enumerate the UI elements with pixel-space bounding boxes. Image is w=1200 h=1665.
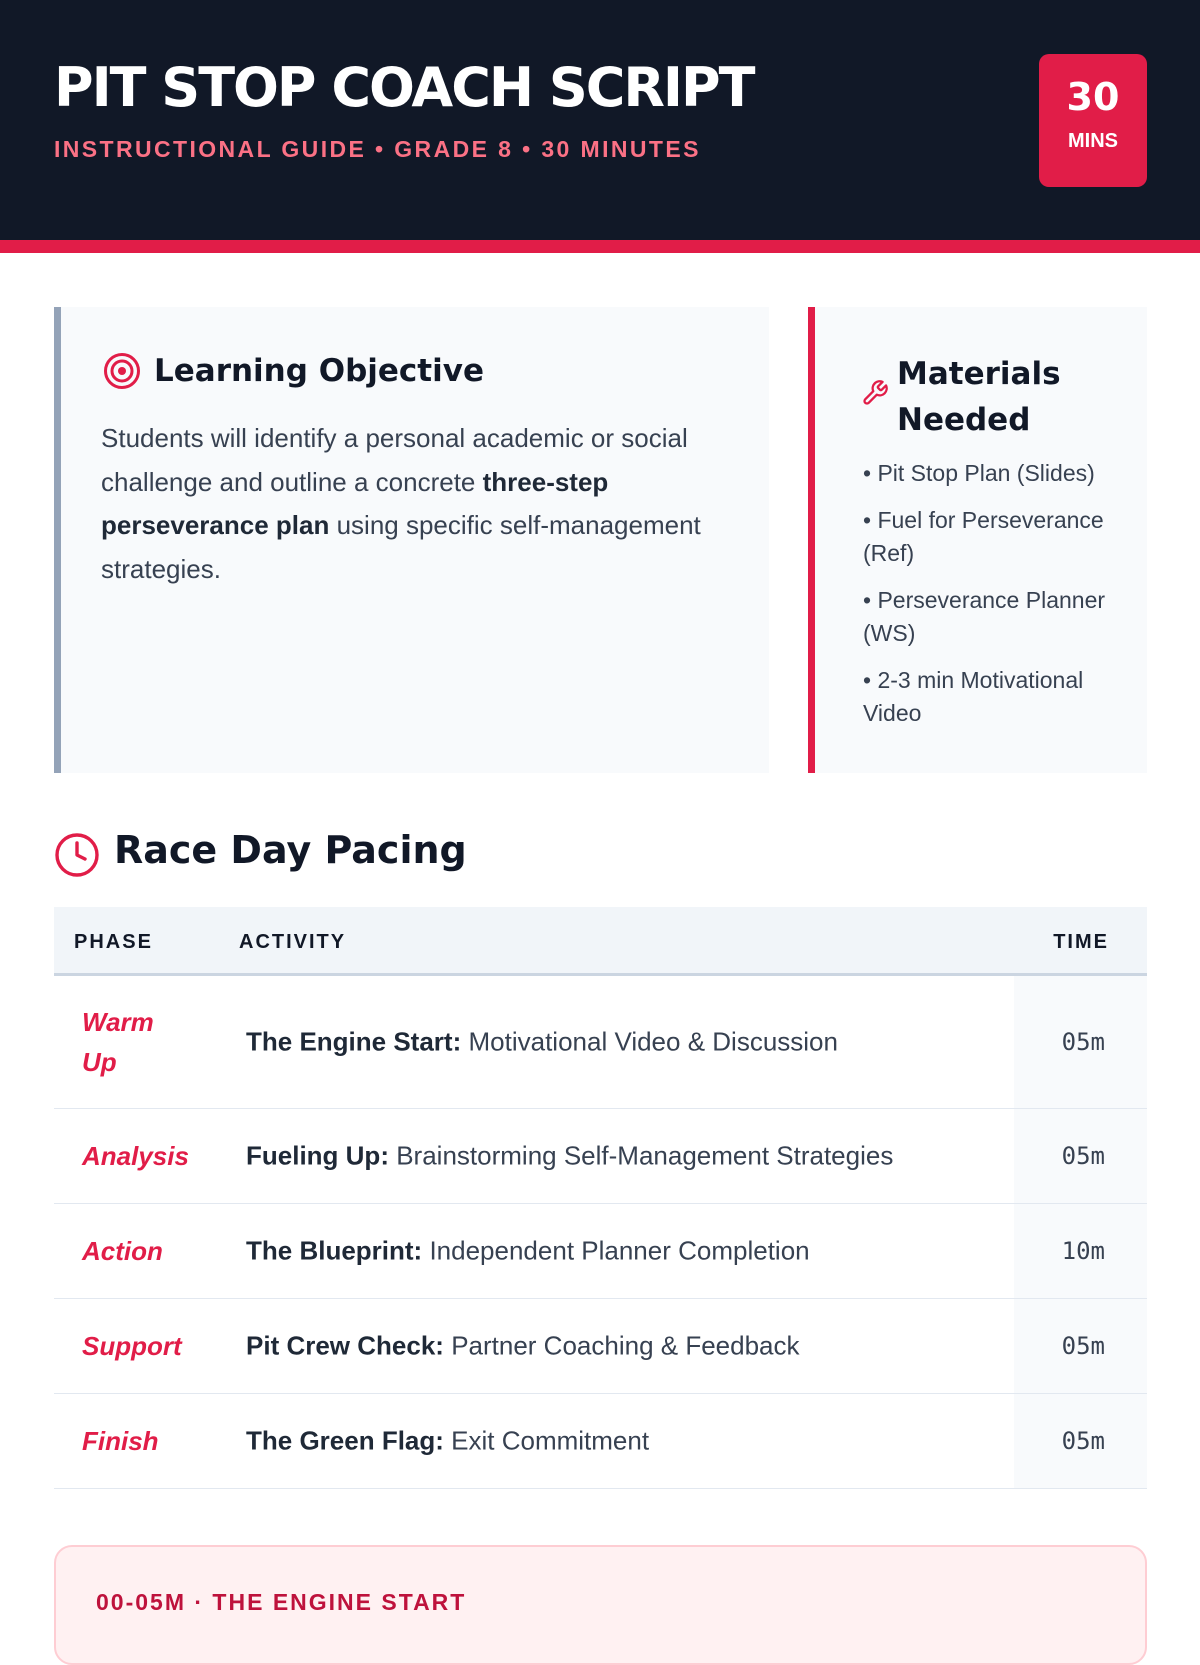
activity-cell: The Engine Start: Motivational Video & Discussion	[246, 1026, 838, 1057]
header-accent-bar	[0, 240, 1200, 253]
learning-objective-card	[54, 307, 769, 773]
time-cell: 05m	[1061, 1332, 1105, 1360]
activity-cell: The Green Flag: Exit Commitment	[246, 1425, 650, 1456]
activity-cell: Fueling Up: Brainstorming Self-Management Strategies	[246, 1140, 894, 1171]
column-header-phase: PHASE	[74, 931, 153, 953]
time-cell: 05m	[1061, 1142, 1105, 1170]
duration-badge	[1039, 54, 1147, 187]
phase-label: Action	[82, 1236, 163, 1266]
time-cell: 05m	[1061, 1427, 1105, 1455]
materials-item: • Pit Stop Plan (Slides)	[863, 460, 1095, 486]
duration-value: 30	[1066, 75, 1120, 119]
page-subtitle: INSTRUCTIONAL GUIDE • GRADE 8 • 30 MINUTES	[54, 136, 701, 162]
materials-heading: Materials Needed	[897, 356, 1061, 438]
clock-icon	[54, 832, 100, 883]
table-row	[54, 1109, 1147, 1204]
materials-item: • Fuel for Perseverance (Ref)	[863, 507, 1104, 566]
phase-label: Support	[82, 1331, 182, 1361]
column-header-activity: ACTIVITY	[239, 931, 347, 953]
pacing-heading: Race Day Pacing	[114, 828, 467, 872]
wrench-icon	[861, 379, 889, 412]
materials-item: • 2-3 min Motivational Video	[863, 667, 1084, 726]
phase-label: Analysis	[82, 1141, 189, 1171]
materials-list	[863, 457, 1133, 744]
script-callout	[54, 1545, 1147, 1665]
page-title: PIT STOP COACH SCRIPT	[54, 56, 754, 119]
column-header-time: TIME	[1053, 931, 1109, 953]
activity-cell: The Blueprint: Independent Planner Completion	[246, 1235, 810, 1266]
duration-unit: MINS	[1068, 130, 1118, 152]
objective-emphasis: three-step perseverance plan	[101, 466, 609, 540]
materials-card	[808, 307, 1147, 773]
phase-label: Warm Up	[82, 1007, 154, 1077]
activity-cell: Pit Crew Check: Partner Coaching & Feedback	[246, 1330, 800, 1361]
objective-heading: Learning Objective	[154, 353, 484, 389]
time-cell: 05m	[1061, 1028, 1105, 1056]
table-row	[54, 1204, 1147, 1299]
time-cell: 10m	[1061, 1237, 1105, 1265]
materials-item: • Perseverance Planner (WS)	[863, 587, 1106, 646]
target-icon	[103, 352, 141, 395]
pacing-table	[54, 907, 1147, 1489]
header-banner	[0, 0, 1200, 240]
phase-label: Finish	[82, 1426, 159, 1456]
table-row	[54, 1299, 1147, 1394]
table-row	[54, 976, 1147, 1109]
table-header	[54, 907, 1147, 976]
objective-text: Students will identify a personal academic or social challenge and outline a concrete three-step perseverance plan using specific self-management strategies.	[101, 423, 701, 584]
callout-title: 00-05M · THE ENGINE START	[96, 1589, 467, 1615]
table-row	[54, 1394, 1147, 1489]
